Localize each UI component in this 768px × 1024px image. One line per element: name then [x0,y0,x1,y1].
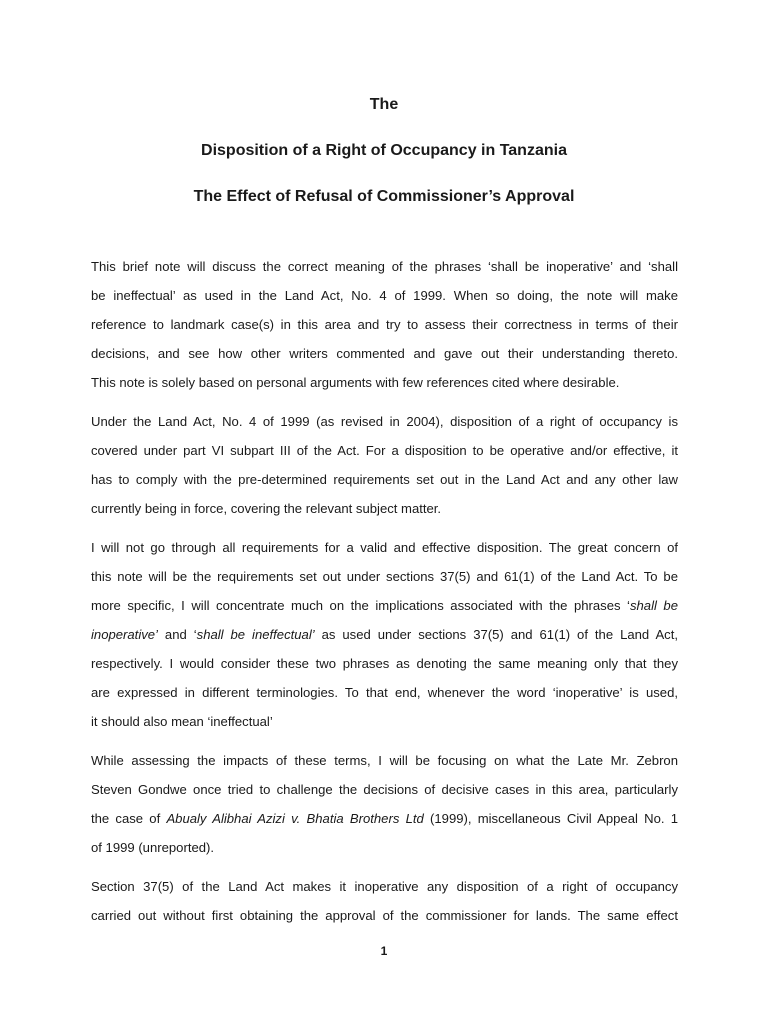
document-title [0,94,768,208]
text-run: reference to landmark case(s) in this area and try to assess their correctness in terms of their [91,317,678,332]
italic-text: shall be [629,598,678,613]
title-line-2: Disposition of a Right of Occupancy in Tanzania [201,142,567,159]
text-line [91,252,678,281]
text-run: has to comply with the pre-determined requirements set out in the Land Act and any other law [91,472,678,487]
italic-text: Abualy Alibhai Azizi v. Bhatia Brothers Ltd [166,811,424,826]
text-line [91,407,678,436]
paragraph [91,252,678,397]
text-run: it should also mean ‘ineffectual’ [91,714,273,729]
text-run: be ineffectual’ as used in the Land Act, No. 4 of 1999. When so doing, the note will make [91,288,678,303]
paragraph [91,746,678,862]
paragraph [91,533,678,736]
italic-text: shall be ineffectual’ [196,627,315,642]
text-line [91,746,678,775]
text-line [91,368,678,397]
text-line [91,678,678,707]
text-line [91,620,678,649]
text-line [91,281,678,310]
paragraph [91,407,678,523]
text-run: more specific, I will concentrate much on the implications associated with the phrases ‘ [91,598,630,613]
text-run: as used under sections 37(5) and 61(1) of the Land Act, [314,627,678,642]
text-line [91,465,678,494]
text-line [91,494,678,523]
text-line [91,707,678,736]
text-run: of 1999 (unreported). [91,840,215,855]
text-line [91,591,678,620]
text-line [91,339,678,368]
italic-text: inoperative’ [91,627,158,642]
text-run: This note is solely based on personal arguments with few references cited where desirable. [91,375,620,390]
title-line-1: The [369,96,399,113]
page-number: 1 [380,944,388,958]
text-run: covered under part VI subpart III of the Act. For a disposition to be operative and/or effective, it [91,443,678,458]
text-line [91,649,678,678]
text-run: respectively. I would consider these two phrases as denoting the same meaning only that they [91,656,678,671]
paragraph [91,872,678,930]
text-line [91,901,678,930]
text-line [91,775,678,804]
document-body [91,252,678,940]
text-run: While assessing the impacts of these terms, I will be focusing on what the Late Mr. Zebron [91,753,678,768]
text-line [91,562,678,591]
text-run: Under the Land Act, No. 4 of 1999 (as revised in 2004), disposition of a right of occupancy is [91,414,678,429]
text-line [91,804,678,833]
title-line-3: The Effect of Refusal of Commissioner’s Approval [193,188,575,205]
text-line [91,533,678,562]
text-run: (1999), miscellaneous Civil Appeal No. 1 [423,811,678,826]
text-run: and ‘ [157,627,197,642]
text-run: the case of [91,811,167,826]
text-line [91,310,678,339]
text-run: Steven Gondwe once tried to challenge the decisions of decisive cases in this area, particularly [91,782,678,797]
text-run: decisions, and see how other writers commented and gave out their understanding thereto. [91,346,678,361]
text-line [91,872,678,901]
text-run: This brief note will discuss the correct meaning of the phrases ‘shall be inoperative’ and ‘shall [91,259,678,274]
text-run: I will not go through all requirements for a valid and effective disposition. The great concern of [91,540,678,555]
text-run: Section 37(5) of the Land Act makes it inoperative any disposition of a right of occupancy [91,879,678,894]
text-run: are expressed in different terminologies. To that end, whenever the word ‘inoperative’ is used, [91,685,678,700]
text-run: currently being in force, covering the relevant subject matter. [91,501,442,516]
text-run: this note will be the requirements set out under sections 37(5) and 61(1) of the Land Act. To be [91,569,678,584]
text-line [91,436,678,465]
text-line [91,833,678,862]
text-run: carried out without first obtaining the approval of the commissioner for lands. The same effect [91,908,678,923]
